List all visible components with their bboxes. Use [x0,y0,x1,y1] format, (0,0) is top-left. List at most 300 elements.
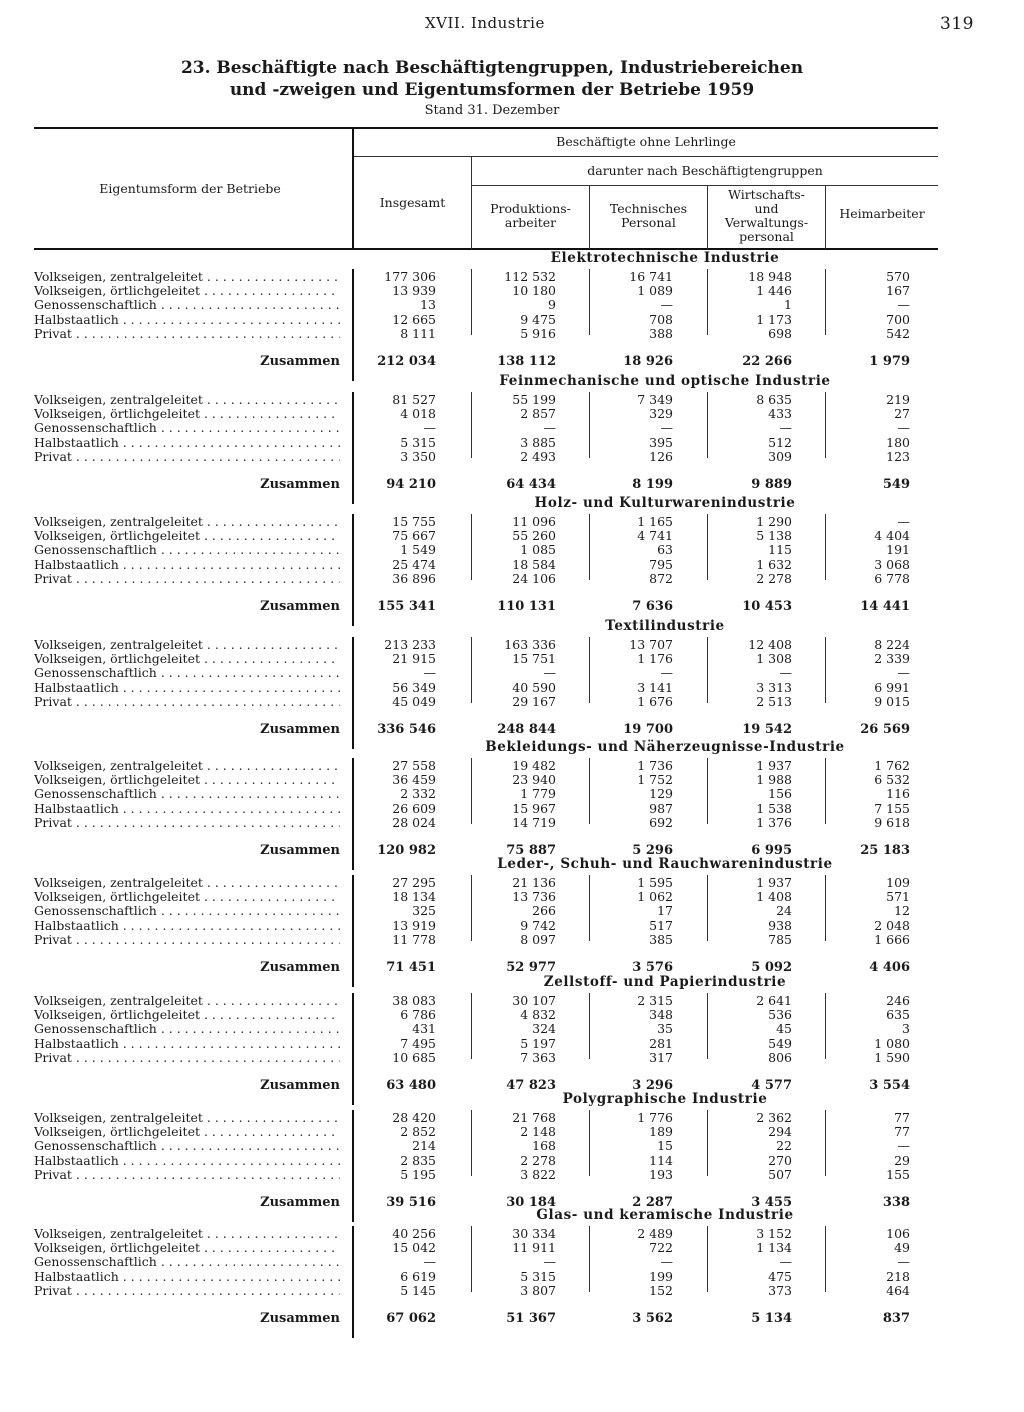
cell-value: 1 308 [756,651,792,667]
cell-value: 213 233 [384,637,436,652]
row-label: Volkseigen, zentralgeleitet . . . [34,759,340,773]
cell-value: 218 [886,1268,910,1284]
row-label: Volkseigen, örtlichgeleitet . . . [34,407,340,421]
table-row [0,450,1024,464]
cell-value: 5 916 [520,325,556,341]
cell-value: 700 [886,311,910,327]
row-label: Volkseigen, zentralgeleitet . . . [34,393,340,407]
cell-value: 5 315 [520,1268,556,1284]
total-value: 52 977 [506,960,556,975]
cell-value: 1 779 [520,786,556,802]
total-value: 22 266 [742,354,792,369]
cell-value: 75 667 [392,528,436,544]
row-label: Genossenschaftlich . . . [34,666,340,680]
cell-value: 3 350 [400,448,436,464]
cell-value: 191 [886,542,910,558]
cell-value: 1 937 [756,758,792,773]
cell-value: 2 339 [874,651,910,667]
cell-value: — [779,1254,792,1270]
table-row [0,1125,1024,1139]
cell-value: 21 768 [512,1110,556,1125]
table-row [0,327,1024,341]
total-value: 2 287 [632,1195,673,1210]
cell-value: 536 [768,1007,792,1023]
cell-value: 11 778 [392,931,436,947]
cell-value: 1 776 [637,1110,673,1125]
cell-value: 2 513 [756,693,792,709]
cell-value: 18 584 [512,556,556,572]
cell-value: 4 018 [400,406,436,422]
total-value: 8 199 [632,477,673,492]
cell-value: 28 024 [392,814,436,830]
cell-value: 13 707 [629,637,673,652]
cell-value: 25 474 [392,556,436,572]
row-label: Volkseigen, örtlichgeleitet . . . [34,284,340,298]
cell-value: 30 334 [512,1226,556,1241]
cell-value: 2 332 [400,786,436,802]
total-value: 3 576 [632,960,673,975]
cell-value: 2 048 [874,917,910,933]
cell-value: 938 [768,917,792,933]
cell-value: 28 420 [392,1110,436,1125]
cell-value: 722 [649,1240,673,1256]
cell-value: 9 742 [520,917,556,933]
cell-value: 14 719 [512,814,556,830]
row-label: Volkseigen, örtlichgeleitet . . . [34,1008,340,1022]
cell-value: — [660,420,673,436]
cell-value: 6 619 [400,1268,436,1284]
page-number: 319 [940,14,974,34]
cell-value: — [779,665,792,681]
row-label: Halbstaatlich . . . [34,313,340,327]
total-value: 64 434 [506,477,556,492]
total-value: 4 577 [751,1078,792,1093]
cell-value: 1 134 [756,1240,792,1256]
cell-value: — [897,297,910,313]
cell-value: 38 083 [392,993,436,1008]
total-value: 120 982 [377,843,436,858]
total-row [0,723,1024,737]
total-value: 10 453 [742,599,792,614]
table-row [0,515,1024,529]
cell-value: 193 [649,1166,673,1182]
row-label: Genossenschaftlich . . . [34,1022,340,1036]
cell-value: — [897,1138,910,1154]
total-value: 7 636 [632,599,673,614]
table-row [0,787,1024,801]
total-value: 5 134 [751,1311,792,1326]
cell-value: 1 988 [756,772,792,788]
table-top-rule [34,127,938,129]
table-title-line1: 23. Beschäftigte nach Beschäftigtengruppen, Industriebereichen [180,58,804,78]
cell-value: 8 111 [400,325,436,341]
cell-value: 431 [412,1021,436,1037]
cell-value: 475 [768,1268,792,1284]
row-label: Halbstaatlich . . . [34,1037,340,1051]
total-row [0,1312,1024,1326]
cell-value: 18 134 [392,889,436,905]
row-label: Volkseigen, örtlichgeleitet . . . [34,1125,340,1139]
table-row [0,1241,1024,1255]
total-label: Zusammen [260,960,340,975]
cell-value: — [897,665,910,681]
cell-value: 114 [649,1152,673,1168]
total-value: 71 451 [386,960,436,975]
row-label: Halbstaatlich . . . [34,558,340,572]
table-row [0,1139,1024,1153]
cell-value: 199 [649,1268,673,1284]
cell-value: 1 762 [874,758,910,773]
cell-value: 15 [657,1138,673,1154]
cell-value: 155 [886,1166,910,1182]
table-row [0,421,1024,435]
cell-value: 1 290 [756,514,792,529]
cell-value: 11 911 [512,1240,556,1256]
cell-value: 56 349 [392,679,436,695]
table-row [0,919,1024,933]
section-title: Feinmechanische und optische Industrie [499,373,831,389]
total-value: 3 296 [632,1078,673,1093]
table-row [0,1154,1024,1168]
row-label: Halbstaatlich . . . [34,1270,340,1284]
cell-value: 9 618 [874,814,910,830]
cell-value: 8 097 [520,931,556,947]
cell-value: 7 495 [400,1035,436,1051]
cell-value: — [543,665,556,681]
tech-header-line1: Technisches [609,201,688,216]
cell-value: 317 [649,1049,673,1065]
table-row [0,876,1024,890]
owner-column-header: Eigentumsform der Betriebe [99,181,281,196]
cell-value: — [660,297,673,313]
table-row [0,1111,1024,1125]
row-label: Genossenschaftlich . . . [34,787,340,801]
total-row [0,961,1024,975]
cell-value: — [423,665,436,681]
section-title: Textilindustrie [605,618,725,634]
cell-value: 109 [886,875,910,890]
row-label: Privat . . . [34,933,340,947]
row-label: Volkseigen, zentralgeleitet . . . [34,515,340,529]
total-value: 19 700 [623,722,673,737]
cell-value: 163 336 [504,637,556,652]
cell-value: — [423,420,436,436]
cell-value: 180 [886,434,910,450]
cell-value: 388 [649,325,673,341]
cell-value: 1 089 [637,283,673,299]
cell-value: 21 136 [512,875,556,890]
table-row [0,558,1024,572]
cell-value: 8 635 [756,392,792,407]
total-value: 67 062 [386,1311,436,1326]
total-value: 338 [882,1195,910,1210]
table-row [0,1168,1024,1182]
cell-value: 281 [649,1035,673,1051]
table-title-line2: und -zweigen und Eigentumsformen der Betriebe 1959 [229,80,755,100]
cell-value: 266 [532,903,556,919]
cell-value: 3 068 [874,556,910,572]
total-value: 9 889 [751,477,792,492]
tech-header-line2: Personal [621,215,676,230]
total-value: 549 [882,477,910,492]
row-label: Privat . . . [34,1284,340,1298]
row-label: Volkseigen, zentralgeleitet . . . [34,638,340,652]
cell-value: 270 [768,1152,792,1168]
total-row [0,478,1024,492]
total-value: 4 406 [869,960,910,975]
row-label: Genossenschaftlich . . . [34,1139,340,1153]
row-label: Halbstaatlich . . . [34,802,340,816]
table-row [0,407,1024,421]
cell-value: 13 939 [392,283,436,299]
cell-value: 156 [768,786,792,802]
cell-value: 3 885 [520,434,556,450]
cell-value: 36 459 [392,772,436,788]
cell-value: 26 609 [392,800,436,816]
cell-value: 3 152 [756,1226,792,1241]
cell-value: 1 080 [874,1035,910,1051]
row-label: Privat . . . [34,695,340,709]
cell-value: — [543,1254,556,1270]
cell-value: 214 [412,1138,436,1154]
cell-value: 12 408 [748,637,792,652]
cell-value: 11 096 [512,514,556,529]
cell-value: 329 [649,406,673,422]
group-header-rule [354,156,938,157]
total-value: 26 569 [860,722,910,737]
cell-value: 16 741 [629,269,673,284]
section-title: Bekleidungs- und Näherzeugnisse-Industrie [485,739,845,755]
total-value: 138 112 [497,354,556,369]
chapter-heading: XVII. Industrie [425,14,545,32]
cell-value: 785 [768,931,792,947]
cell-value: — [897,1254,910,1270]
total-label: Zusammen [260,599,340,614]
cell-value: 373 [768,1282,792,1298]
heim-column-header: Heimarbeiter [839,206,925,221]
total-value: 18 926 [623,354,673,369]
total-value: 19 542 [742,722,792,737]
total-value: 5 296 [632,843,673,858]
cell-value: 7 349 [637,392,673,407]
total-value: 25 183 [860,843,910,858]
row-label: Privat . . . [34,450,340,464]
row-label: Privat . . . [34,816,340,830]
cell-value: 708 [649,311,673,327]
cell-value: — [660,1254,673,1270]
table-row [0,638,1024,652]
total-value: 75 887 [506,843,556,858]
cell-value: 24 106 [512,570,556,586]
cell-value: 1 595 [637,875,673,890]
cell-value: 2 278 [756,570,792,586]
cell-value: 29 167 [512,693,556,709]
cell-value: 571 [886,889,910,905]
table-row [0,695,1024,709]
section-title: Glas- und keramische Industrie [536,1207,794,1223]
cell-value: 3 807 [520,1282,556,1298]
cell-value: 1 062 [637,889,673,905]
row-label: Privat . . . [34,1051,340,1065]
cell-value: 6 532 [874,772,910,788]
total-value: 212 034 [377,354,436,369]
total-label: Zusammen [260,843,340,858]
cell-value: 13 [420,297,436,313]
cell-value: 4 832 [520,1007,556,1023]
cell-value: 15 755 [392,514,436,529]
section-title: Polygraphische Industrie [562,1091,768,1107]
cell-value: 152 [649,1282,673,1298]
cell-value: 246 [886,993,910,1008]
row-label: Halbstaatlich . . . [34,436,340,450]
cell-value: 1 446 [756,283,792,299]
table-row [0,572,1024,586]
cell-value: 1 736 [637,758,673,773]
cell-value: 77 [894,1124,910,1140]
cell-value: 23 940 [512,772,556,788]
cell-value: 507 [768,1166,792,1182]
cell-value: 5 145 [400,1282,436,1298]
wirt-header-line2: und [754,201,779,216]
total-column-header: Insgesamt [379,195,446,210]
cell-value: 1 085 [520,542,556,558]
table-row [0,1270,1024,1284]
cell-value: 542 [886,325,910,341]
total-value: 1 979 [869,354,910,369]
prod-header-line1: Produktions- [490,201,571,216]
cell-value: 309 [768,448,792,464]
table-row [0,994,1024,1008]
row-label: Halbstaatlich . . . [34,681,340,695]
cell-value: 1 376 [756,814,792,830]
cell-value: 126 [649,448,673,464]
table-row [0,543,1024,557]
subgroup-column-header: darunter nach Beschäftigtengruppen [587,163,823,178]
row-label: Volkseigen, zentralgeleitet . . . [34,994,340,1008]
cell-value: 129 [649,786,673,802]
cell-value: — [897,514,910,529]
total-value: 110 131 [497,599,556,614]
row-label: Genossenschaftlich . . . [34,421,340,435]
cell-value: 112 532 [504,269,556,284]
total-value: 3 562 [632,1311,673,1326]
table-row [0,759,1024,773]
cell-value: 77 [894,1110,910,1125]
row-label: Volkseigen, örtlichgeleitet . . . [34,1241,340,1255]
group-column-header: Beschäftigte ohne Lehrlinge [556,134,736,149]
cell-value: 24 [776,903,792,919]
cell-value: — [543,420,556,436]
total-value: 3 455 [751,1195,792,1210]
row-label: Halbstaatlich . . . [34,1154,340,1168]
cell-value: 9 015 [874,693,910,709]
cell-value: 1 538 [756,800,792,816]
cell-value: 36 896 [392,570,436,586]
cell-value: — [897,420,910,436]
cell-value: 1 676 [637,693,673,709]
total-label: Zusammen [260,354,340,369]
cell-value: 7 155 [874,800,910,816]
cell-value: 698 [768,325,792,341]
cell-value: 5 197 [520,1035,556,1051]
cell-value: 4 404 [874,528,910,544]
cell-value: 6 778 [874,570,910,586]
table-row [0,933,1024,947]
table-row [0,1284,1024,1298]
table-row [0,666,1024,680]
row-label: Volkseigen, zentralgeleitet . . . [34,1111,340,1125]
cell-value: 30 107 [512,993,556,1008]
table-row [0,802,1024,816]
cell-value: 29 [894,1152,910,1168]
cell-value: 294 [768,1124,792,1140]
table-row [0,1227,1024,1241]
total-value: 14 441 [860,599,910,614]
cell-value: 987 [649,800,673,816]
row-label: Privat . . . [34,572,340,586]
table-row [0,904,1024,918]
row-label: Volkseigen, örtlichgeleitet . . . [34,773,340,787]
cell-value: 2 852 [400,1124,436,1140]
cell-value: 63 [657,542,673,558]
cell-value: 1 173 [756,311,792,327]
total-label: Zusammen [260,1078,340,1093]
cell-value: 22 [776,1138,792,1154]
cell-value: 1 408 [756,889,792,905]
row-label: Genossenschaftlich . . . [34,904,340,918]
row-label: Genossenschaftlich . . . [34,298,340,312]
cell-value: 13 736 [512,889,556,905]
cell-value: 1 549 [400,542,436,558]
cell-value: 1 590 [874,1049,910,1065]
cell-value: — [660,665,673,681]
cell-value: 12 [894,903,910,919]
total-value: 155 341 [377,599,436,614]
cell-value: 806 [768,1049,792,1065]
cell-value: 464 [886,1282,910,1298]
section-title: Zellstoff- und Papierindustrie [543,974,787,990]
total-label: Zusammen [260,722,340,737]
table-row [0,1051,1024,1065]
cell-value: 433 [768,406,792,422]
total-value: 39 516 [386,1195,436,1210]
cell-value: 55 260 [512,528,556,544]
total-value: 336 546 [377,722,436,737]
cell-value: 19 482 [512,758,556,773]
cell-value: 2 493 [520,448,556,464]
subgroup-header-rule [472,185,938,186]
row-label: Privat . . . [34,327,340,341]
table-row [0,773,1024,787]
cell-value: 692 [649,814,673,830]
table-row [0,298,1024,312]
wirt-header-line4: personal [739,229,794,244]
total-label: Zusammen [260,1195,340,1210]
cell-value: 5 138 [756,528,792,544]
cell-value: 348 [649,1007,673,1023]
table-row [0,313,1024,327]
cell-value: 385 [649,931,673,947]
prod-header-line2: arbeiter [504,215,557,230]
cell-value: 2 857 [520,406,556,422]
cell-value: 8 224 [874,637,910,652]
cell-value: 15 751 [512,651,556,667]
table-row [0,1037,1024,1051]
cell-value: 17 [657,903,673,919]
section-title: Holz- und Kulturwarenindustrie [534,495,796,511]
cell-value: 2 362 [756,1110,792,1125]
row-label: Volkseigen, zentralgeleitet . . . [34,270,340,284]
